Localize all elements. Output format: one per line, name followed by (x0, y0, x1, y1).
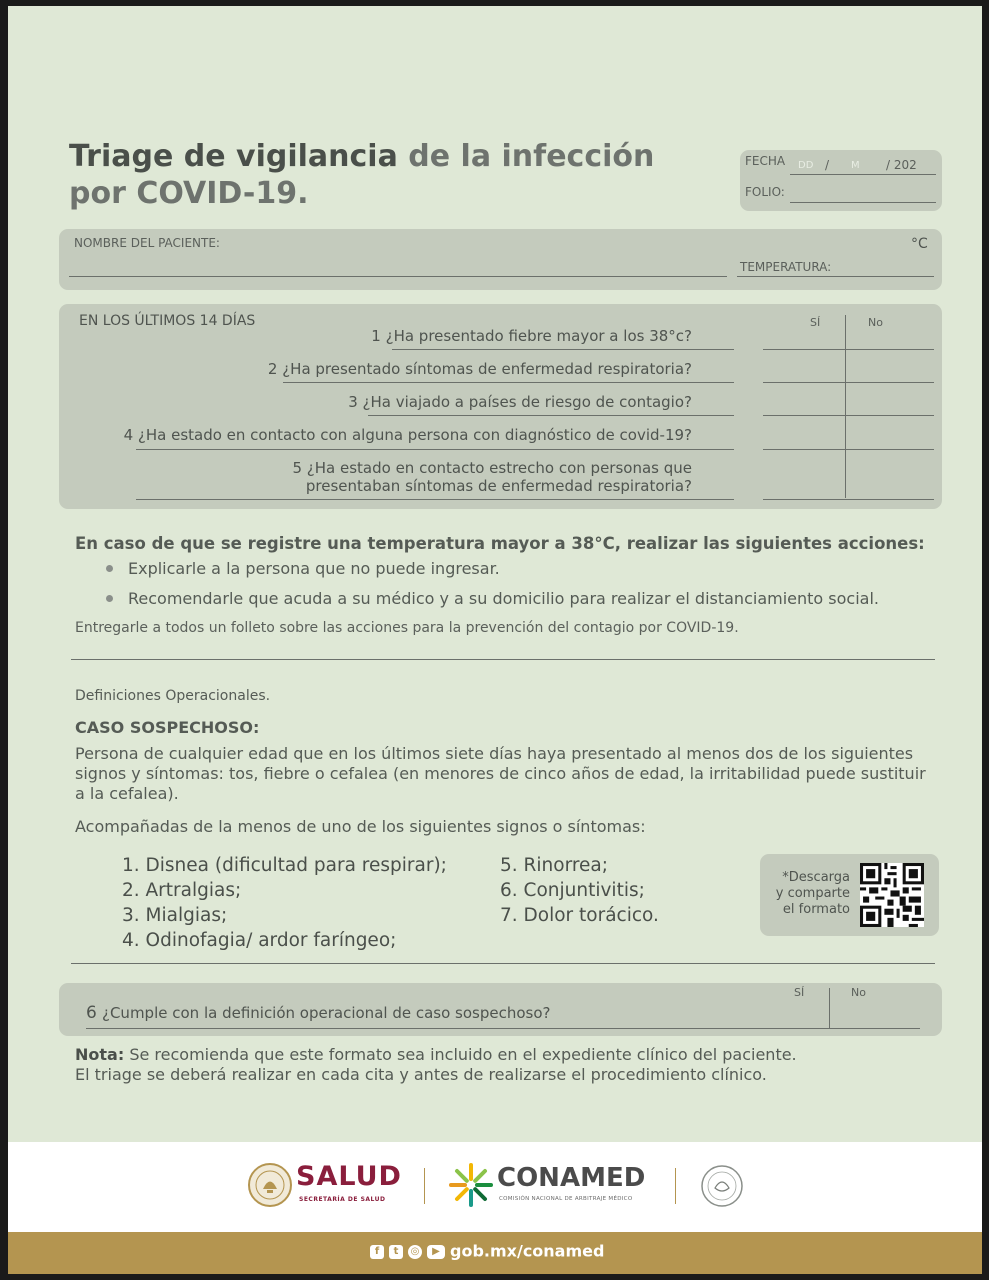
actions-heading: En caso de que se registre una temperatura mayor a 38°C, realizar las siguientes acciones: (75, 534, 925, 553)
caso-description (75, 744, 945, 804)
twitter-icon[interactable]: t (389, 1245, 403, 1259)
conamed-subtitle: COMISIÓN NACIONAL DE ARBITRAJE MÉDICO (499, 1196, 633, 1202)
fecha-mm: M (851, 160, 860, 171)
qr-text-line: y comparte (775, 886, 850, 901)
nota-line-1: Se recomienda que este formato sea incluido en el expediente clínico del paciente. (124, 1045, 797, 1064)
definitions-title: Definiciones Operacionales. (75, 688, 271, 704)
question-5-answer-line[interactable] (763, 499, 934, 500)
youtube-icon[interactable]: ▶ (427, 1245, 445, 1259)
logo-separator (424, 1168, 425, 1204)
q6-text: ¿Cumple con la definición operacional de caso sospechoso? (102, 1004, 551, 1022)
question-3-text: 3 ¿Ha viajado a países de riesgo de contagio? (348, 393, 692, 411)
accomp-text: Acompañadas de la menos de uno de los siguientes signos o síntomas: (75, 817, 646, 836)
list-item: 3. Mialgias; (122, 905, 228, 926)
logo-separator (675, 1168, 676, 1204)
conamed-logo-icon (448, 1162, 494, 1208)
q6-number: 6 (86, 1003, 97, 1023)
divider (71, 963, 935, 964)
caso-sospechoso-title: CASO SOSPECHOSO: (75, 718, 260, 737)
question-4-answer-line[interactable] (763, 449, 934, 450)
divider (71, 659, 935, 660)
question-2-text: 2 ¿Ha presentado síntomas de enfermedad respiratoria? (267, 360, 692, 378)
q6-no-header: No (851, 986, 866, 999)
footer-logos (8, 1142, 982, 1232)
fecha-sep: / (825, 158, 830, 172)
temp-unit: °C (911, 236, 928, 252)
title-line2: por COVID-19. (69, 176, 309, 211)
si-no-divider (845, 315, 846, 498)
bullet-dot (106, 595, 113, 602)
caso-description-line: Persona de cualquier edad que en los últimos siete días haya presentado al menos dos de los siguientes (75, 744, 914, 763)
caso-description-line: signos y síntomas: tos, fiebre o cefalea (en menores de cinco años de edad, la irritabilidad puede sustituir (75, 764, 926, 783)
symptom-list-left (122, 853, 447, 953)
question-2-answer-line[interactable] (763, 382, 934, 383)
list-item: 2. Artralgias; (122, 880, 242, 901)
nota-line-2: El triage se deberá realizar en cada cita y antes de realizarse el procedimiento clínico. (75, 1065, 767, 1084)
question-2-line (283, 382, 734, 383)
conamed-logo-text: CONAMED (497, 1163, 646, 1193)
triage-form-page (8, 6, 982, 1274)
qr-text-line: el formato (782, 902, 850, 917)
actions-note: Entregarle a todos un folleto sobre las acciones para la prevención del contagio por COVID-19. (75, 620, 739, 636)
form-title (69, 138, 654, 212)
social-bar (8, 1232, 982, 1274)
list-item: 4. Odinofagia/ ardor faríngeo; (122, 930, 397, 951)
action-bullet-1: Explicarle a la persona que no puede ingresar. (128, 559, 500, 578)
q6-si-header: SÍ (794, 986, 805, 999)
fecha-line[interactable] (790, 174, 936, 175)
question-4-line (136, 449, 734, 450)
salud-logo-text: SALUD (296, 1161, 402, 1192)
caso-description-line: a la cefalea). (75, 784, 179, 803)
questions-header: EN LOS ÚLTIMOS 14 DÍAS (79, 313, 256, 329)
instagram-icon[interactable]: ◎ (408, 1245, 422, 1259)
qr-box[interactable] (760, 854, 939, 936)
list-item: 1. Disnea (dificultad para respirar); (122, 855, 447, 876)
temp-line[interactable] (737, 276, 934, 277)
nota-block (75, 1045, 797, 1085)
question-5-line (136, 499, 734, 500)
question-1-answer-line[interactable] (763, 349, 934, 350)
list-item: 7. Dolor torácico. (500, 905, 659, 926)
q6-answer-line[interactable] (86, 1028, 920, 1029)
fecha-dd: DD (798, 160, 814, 171)
q6-divider (829, 988, 830, 1028)
action-bullet-2: Recomendarle que acuda a su médico y a su domicilio para realizar el distanciamiento social. (128, 589, 879, 608)
website-link[interactable]: gob.mx/conamed (450, 1241, 605, 1261)
mexico-seal-icon (247, 1162, 293, 1208)
questions-panel (59, 304, 942, 509)
question-1-line (392, 349, 734, 350)
bullet-dot (106, 565, 113, 572)
symptom-list-right (500, 853, 659, 928)
question-5-line1: 5 ¿Ha estado en contacto estrecho con personas que (292, 459, 692, 477)
patient-panel (59, 229, 942, 290)
question-5-line2: presentaban síntomas de enfermedad respiratoria? (305, 477, 692, 495)
question-3-answer-line[interactable] (763, 415, 934, 416)
question-3-line (368, 415, 734, 416)
fecha-label: FECHA (745, 154, 786, 168)
title-part2: de la infección (397, 139, 655, 174)
social-links (370, 1242, 604, 1261)
list-item: 6. Conjuntivitis; (500, 880, 645, 901)
facebook-icon[interactable]: f (370, 1245, 384, 1259)
qr-text-line: *Descarga (782, 870, 850, 885)
question-1-text: 1 ¿Ha presentado fiebre mayor a los 38°c? (371, 327, 692, 345)
q6-panel (59, 983, 942, 1036)
patient-name-line[interactable] (69, 276, 727, 277)
temp-label: TEMPERATURA: (740, 260, 832, 274)
salud-subtitle: SECRETARÍA DE SALUD (299, 1196, 386, 1203)
nota-label: Nota: (75, 1045, 125, 1064)
no-header: No (868, 316, 883, 329)
institution-seal-icon (700, 1164, 744, 1208)
folio-line[interactable] (790, 202, 936, 203)
fecha-folio-box (740, 150, 942, 211)
title-part1: Triage de vigilancia (69, 139, 398, 174)
qr-text (760, 870, 850, 918)
folio-label: FOLIO: (745, 185, 785, 199)
fecha-year: / 202 (886, 158, 917, 172)
list-item: 5. Rinorrea; (500, 855, 609, 876)
si-header: SÍ (810, 316, 821, 329)
qr-code-icon[interactable] (860, 863, 924, 927)
patient-name-label: NOMBRE DEL PACIENTE: (74, 236, 220, 250)
question-4-text: 4 ¿Ha estado en contacto con alguna persona con diagnóstico de covid-19? (123, 426, 692, 444)
